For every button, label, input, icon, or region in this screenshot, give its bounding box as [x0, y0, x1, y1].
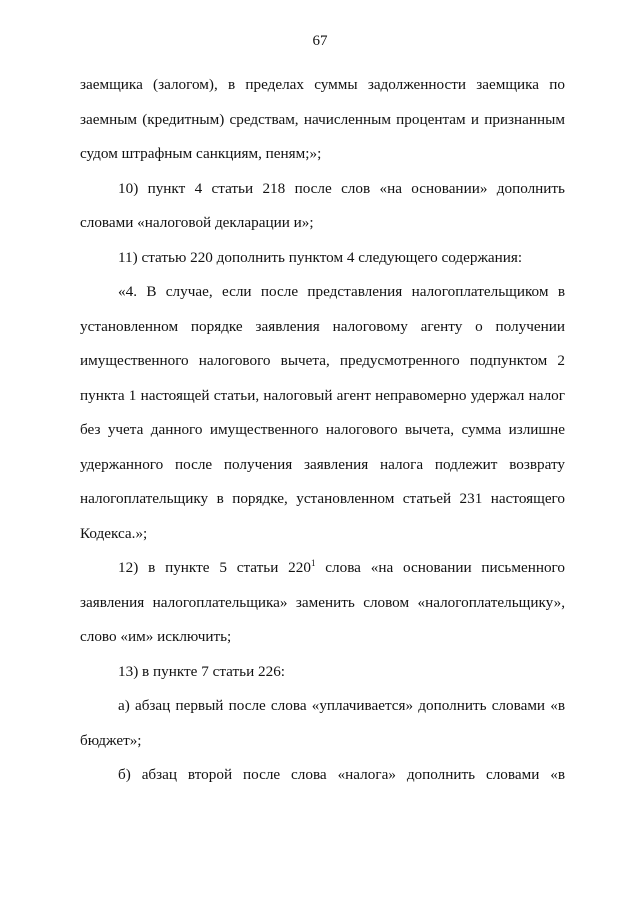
paragraph-item-12-text-after: слова «на основании письменного заявления налогоплательщика» заменить словом «налогоплательщику», слово «им» исключить; — [80, 559, 565, 645]
paragraph-item-12-text-before: 12) в пункте 5 статьи 220 — [118, 559, 311, 576]
paragraph-subitem-a: а) абзац первый после слова «уплачивается» дополнить словами «в бюджет»; — [80, 697, 565, 749]
paragraph-item-13: 13) в пункте 7 статьи 226: — [118, 662, 286, 680]
paragraph-item-11: 11) статью 220 дополнить пунктом 4 следующего содержания: — [118, 248, 523, 266]
paragraph-item-12 — [80, 551, 565, 655]
paragraph-continuation: заемщика (залогом), в пределах суммы задолженности заемщика по заемным (кредитным) средствам, начисленным процентам и признанным судом штрафным санкциям, пеням;»; — [80, 76, 565, 162]
article-superscript: 1 — [310, 557, 316, 568]
paragraph-quoted-clause-4: «4. В случае, если после представления налогоплательщиком в установленном порядке заявления налоговому агенту о получении имущественного налогового вычета, предусмотренного подпунктом 2 пункта 1 настоящей статьи, налоговый агент неправомерно удержал налог без учета данного имущественного налогового вычета, сумма излишне удержанного после получения заявления налога подлежит возврату налогоплательщику в порядке, установленном статьей 231 настоящего Кодекса.»; — [80, 283, 565, 542]
paragraph-item-10: 10) пункт 4 статьи 218 после слов «на основании» дополнить словами «налоговой декларации и»; — [80, 179, 565, 231]
paragraph-subitem-b: б) абзац второй после слова «налога» дополнить словами «в — [118, 766, 565, 783]
page-number: 67 — [312, 33, 328, 49]
document-body — [80, 68, 565, 793]
